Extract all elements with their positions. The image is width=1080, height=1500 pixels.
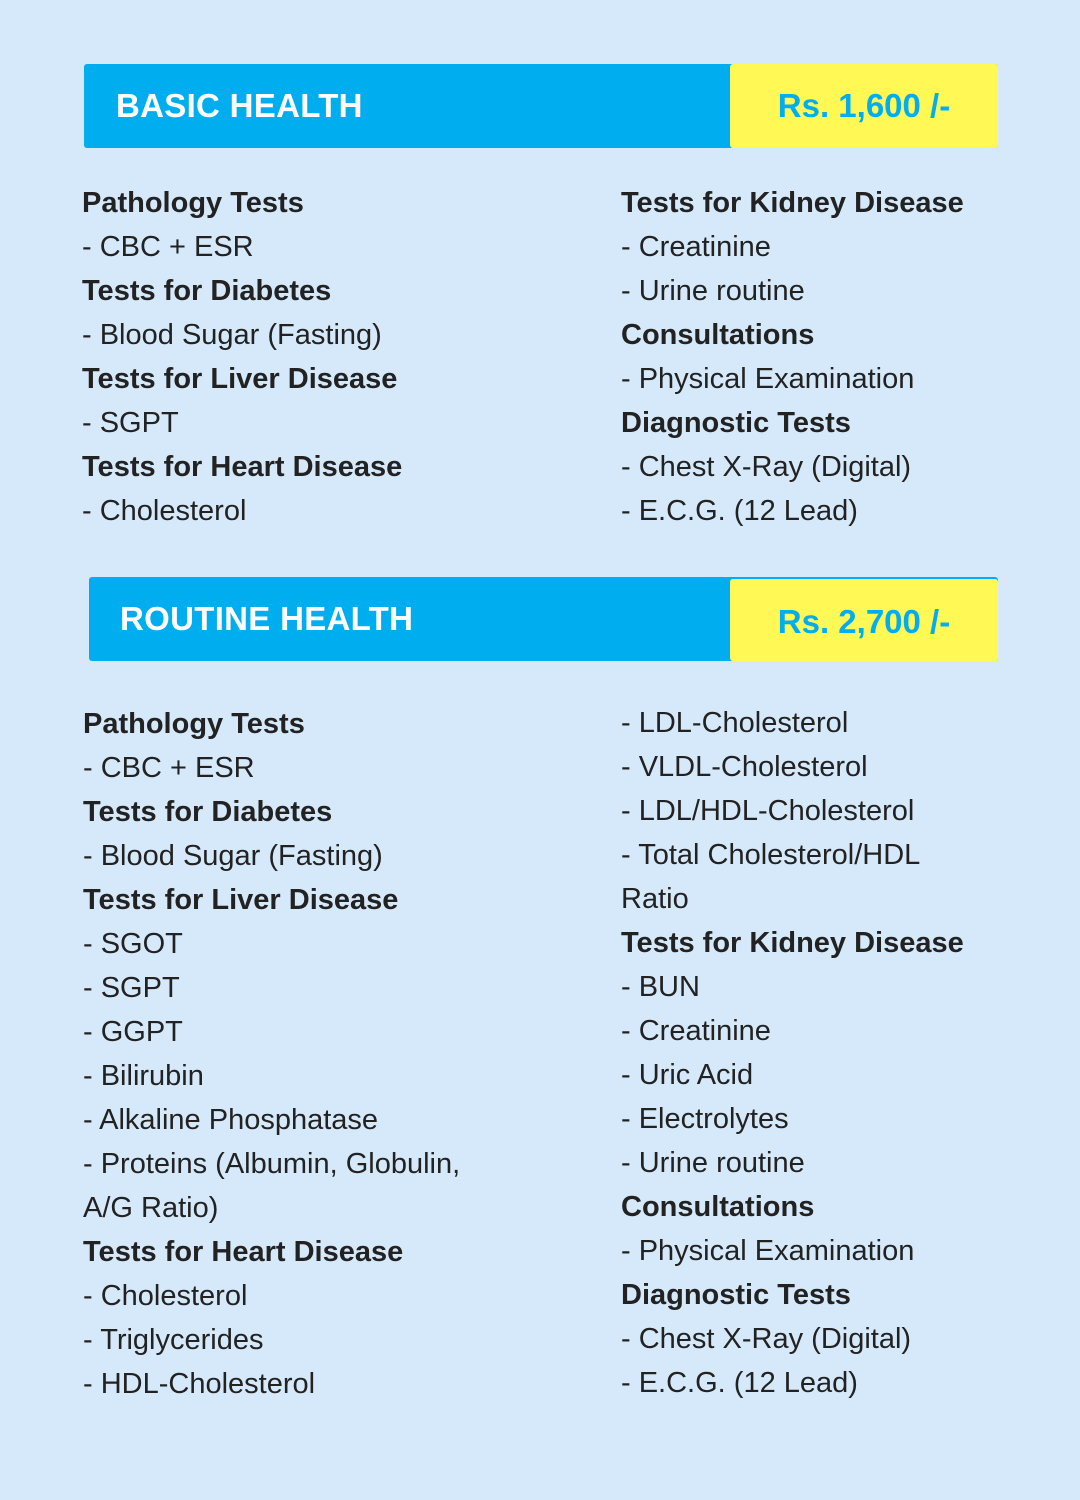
package-banner-routine [89, 577, 998, 661]
test-item: - Cholesterol [82, 495, 247, 527]
test-item: - Cholesterol [83, 1280, 248, 1312]
test-item: - Blood Sugar (Fasting) [83, 840, 383, 872]
section-heading: Diagnostic Tests [621, 407, 851, 439]
package-routine-left-column [83, 702, 460, 1406]
test-item: - Alkaline Phosphatase [83, 1104, 379, 1136]
section-heading: Tests for Kidney Disease [621, 187, 964, 219]
test-item: - VLDL-Cholesterol [621, 751, 868, 783]
test-item: - Physical Examination [621, 363, 915, 395]
test-item: A/G Ratio) [83, 1192, 219, 1224]
package-basic-right-column [621, 181, 964, 533]
test-item: - CBC + ESR [83, 752, 255, 784]
test-item: - SGOT [83, 928, 183, 960]
test-item: - Chest X-Ray (Digital) [621, 1323, 912, 1355]
test-item: - Electrolytes [621, 1103, 789, 1135]
test-item: - E.C.G. (12 Lead) [621, 495, 858, 527]
section-heading: Pathology Tests [83, 708, 305, 740]
test-item: - LDL/HDL-Cholesterol [621, 795, 915, 827]
test-item: - Urine routine [621, 275, 805, 307]
test-item: - Proteins (Albumin, Globulin, [83, 1148, 461, 1180]
section-heading: Tests for Heart Disease [83, 1236, 404, 1268]
section-heading: Diagnostic Tests [621, 1279, 851, 1311]
package-title: ROUTINE HEALTH [120, 600, 414, 637]
test-item: - Uric Acid [621, 1059, 754, 1091]
test-item: - BUN [621, 971, 700, 1003]
test-item: - SGPT [83, 972, 180, 1004]
test-item: - CBC + ESR [82, 231, 254, 263]
test-item: - LDL-Cholesterol [621, 707, 849, 739]
test-item: Ratio [621, 883, 689, 915]
package-title: BASIC HEALTH [116, 87, 363, 124]
package-basic-left-column [82, 181, 402, 533]
package-banner-basic [84, 64, 998, 148]
test-item: - Triglycerides [83, 1324, 264, 1356]
test-item: - Creatinine [621, 1015, 771, 1047]
section-heading: Tests for Liver Disease [82, 363, 398, 395]
test-item: - Creatinine [621, 231, 771, 263]
section-heading: Tests for Kidney Disease [621, 927, 964, 959]
test-item: - HDL-Cholesterol [83, 1368, 316, 1400]
test-item: - E.C.G. (12 Lead) [621, 1367, 858, 1399]
section-heading: Consultations [621, 319, 815, 351]
section-heading: Pathology Tests [82, 187, 304, 219]
section-heading: Consultations [621, 1191, 815, 1223]
section-heading: Tests for Heart Disease [82, 451, 403, 483]
test-item: - SGPT [82, 407, 179, 439]
test-item: - Physical Examination [621, 1235, 915, 1267]
section-heading: Tests for Diabetes [82, 275, 332, 307]
test-item: - Urine routine [621, 1147, 805, 1179]
package-price: Rs. 1,600 /- [730, 64, 998, 148]
test-item: - Bilirubin [83, 1060, 204, 1092]
section-heading: Tests for Diabetes [83, 796, 333, 828]
section-heading: Tests for Liver Disease [83, 884, 399, 916]
test-item: - Chest X-Ray (Digital) [621, 451, 912, 483]
package-price: Rs. 2,700 /- [730, 579, 998, 661]
test-item: - Total Cholesterol/HDL [621, 839, 921, 871]
test-item: - Blood Sugar (Fasting) [82, 319, 382, 351]
test-item: - GGPT [83, 1016, 183, 1048]
package-routine-right-column [621, 701, 964, 1405]
